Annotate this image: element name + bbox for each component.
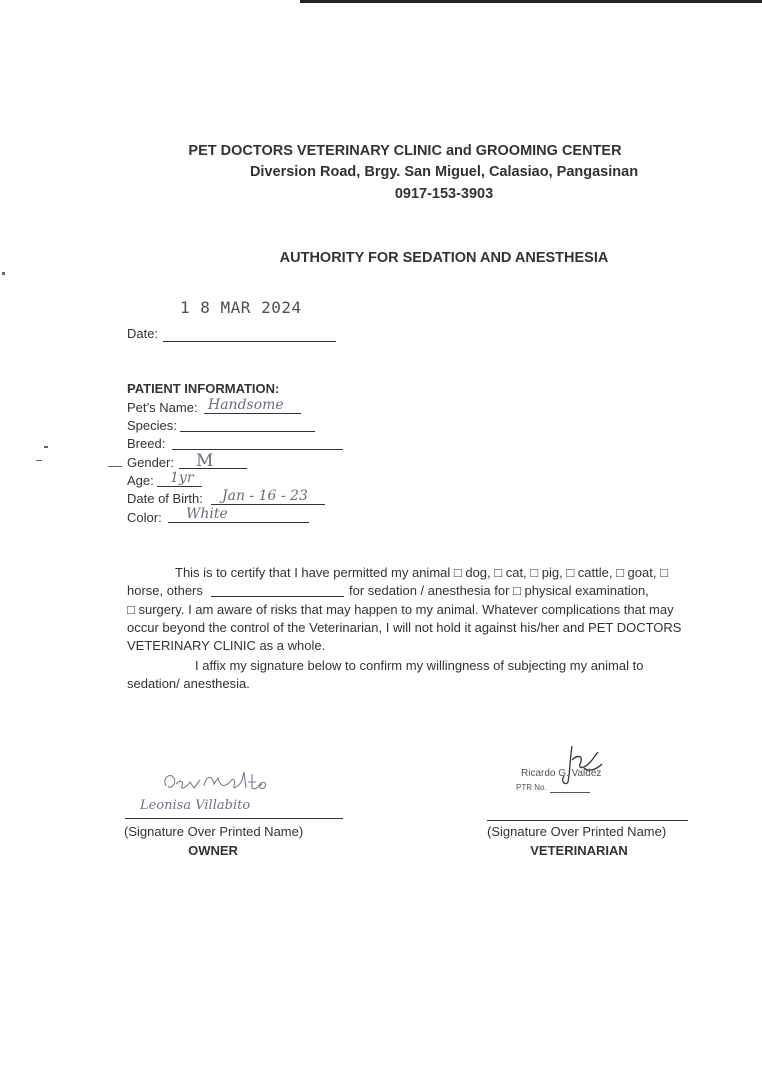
patient-info-heading: PATIENT INFORMATION: xyxy=(127,381,280,396)
color-value: White xyxy=(186,506,228,522)
clinic-address: Diversion Road, Brgy. San Miguel, Calasiao, Pangasinan xyxy=(249,164,639,180)
certify-line-2a: horse, others xyxy=(127,583,203,598)
veterinarian-caption: (Signature Over Printed Name) xyxy=(487,824,667,839)
date-line xyxy=(163,341,336,342)
certify-line-2b: for sedation / anesthesia for □ physical examination, xyxy=(349,583,649,598)
veterinarian-signature xyxy=(548,742,608,786)
date-label: Date: xyxy=(127,326,159,341)
certify-line-4: occur beyond the control of the Veterinarian, I will not hold it against his/her and PET DOCTORS xyxy=(127,620,682,635)
age-value: 1yr xyxy=(170,470,194,486)
date-stamp: 1 8 MAR 2024 xyxy=(180,298,302,317)
certify-line-5: VETERINARY CLINIC as a whole. xyxy=(127,638,326,653)
owner-caption: (Signature Over Printed Name) xyxy=(124,824,304,839)
owner-printed-name: Leonisa Villabito xyxy=(140,798,251,813)
gender-value: M xyxy=(196,451,214,471)
age-line xyxy=(157,486,202,487)
pets-name-value: Handsome xyxy=(208,397,284,413)
scan-speck xyxy=(36,460,42,461)
clinic-phone: 0917-153-3903 xyxy=(394,186,494,202)
dob-label: Date of Birth: xyxy=(127,491,203,506)
species-line xyxy=(180,431,315,432)
scan-speck xyxy=(2,272,5,275)
veterinarian-stamp-name: Ricardo G. Valdez xyxy=(521,768,602,779)
form-title: AUTHORITY FOR SEDATION AND ANESTHESIA xyxy=(279,250,609,266)
dob-value: Jan - 16 - 23 xyxy=(222,488,308,504)
age-label: Age: xyxy=(127,473,154,488)
breed-line xyxy=(172,449,343,450)
species-label: Species: xyxy=(127,418,177,433)
dob-line xyxy=(211,504,325,505)
scan-top-edge xyxy=(300,0,762,3)
veterinarian-role: VETERINARIAN xyxy=(530,843,628,858)
ptr-label: PTR No. xyxy=(516,783,547,792)
affix-line-2: sedation/ anesthesia. xyxy=(127,676,250,691)
owner-role: OWNER xyxy=(188,843,238,858)
scan-speck xyxy=(44,446,48,448)
owner-signature xyxy=(160,764,280,798)
others-line xyxy=(211,596,344,597)
ptr-line xyxy=(550,792,590,793)
veterinarian-signature-line xyxy=(487,820,688,821)
clinic-name: PET DOCTORS VETERINARY CLINIC and GROOMING CENTER xyxy=(188,143,622,159)
affix-line-1: I affix my signature below to confirm my willingness of subjecting my animal to xyxy=(195,658,644,673)
pets-name-line xyxy=(204,413,301,414)
scan-speck xyxy=(108,466,122,467)
breed-label: Breed: xyxy=(127,436,166,451)
pets-name-label: Pet’s Name: xyxy=(127,400,198,415)
certify-line-3: □ surgery. I am aware of risks that may happen to my animal. Whatever complications that may xyxy=(127,602,674,617)
certify-line-1: This is to certify that I have permitted my animal □ dog, □ cat, □ pig, □ cattle, □ goat, □ xyxy=(175,565,668,580)
color-label: Color: xyxy=(127,510,162,525)
color-line xyxy=(168,522,309,523)
gender-label: Gender: xyxy=(127,455,174,470)
owner-signature-line xyxy=(125,818,343,819)
